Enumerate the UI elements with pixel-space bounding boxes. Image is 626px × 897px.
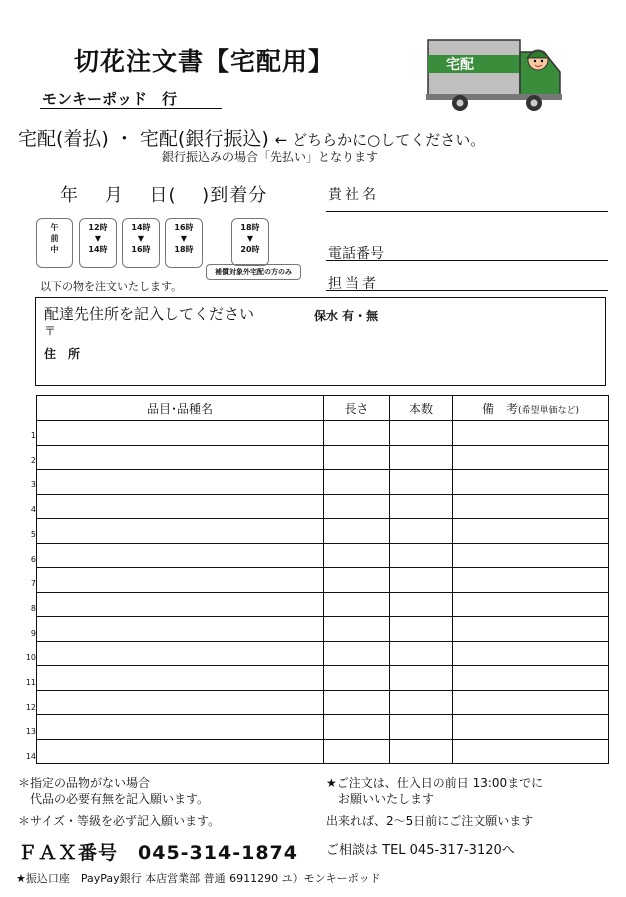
table-row <box>37 470 609 495</box>
bank-transfer-note: 銀行振込みの場合「先払い」となります <box>162 150 379 164</box>
length-cell[interactable] <box>324 715 390 740</box>
footer-deadline-line1: ★ご注文は、仕入日の前日 13:00までに <box>326 776 544 790</box>
quantity-cell[interactable] <box>390 715 453 740</box>
row-number: 13 <box>25 727 36 737</box>
notes-cell[interactable] <box>453 715 609 740</box>
item-cell[interactable] <box>37 445 324 470</box>
slot-line: 午 <box>50 223 59 232</box>
footer-deadline-note <box>326 775 543 807</box>
length-cell[interactable] <box>324 690 390 715</box>
water-retention-option[interactable]: 保水 有・無 <box>314 309 379 323</box>
table-row <box>37 739 609 764</box>
quantity-cell[interactable] <box>390 421 453 446</box>
fax-number: ＦＡＸ番号 045-314-1874 <box>18 842 298 864</box>
person-in-charge-label: 担当者 <box>328 276 379 292</box>
header-item: 品目･品種名 <box>37 396 324 421</box>
table-row <box>37 421 609 446</box>
phone-line[interactable] <box>326 260 608 261</box>
table-row <box>37 519 609 544</box>
quantity-cell[interactable] <box>390 666 453 691</box>
slot-line: 中 <box>50 245 59 254</box>
quantity-cell[interactable] <box>390 690 453 715</box>
item-cell[interactable] <box>37 690 324 715</box>
address-box-title: 配達先住所を記入してください <box>44 305 255 323</box>
address-label: 住 所 <box>44 347 81 361</box>
form-title: 切花注文書【宅配用】 <box>74 47 335 76</box>
order-statement: 以下の物を注文いたします。 <box>40 280 183 293</box>
row-number: 14 <box>25 752 36 762</box>
delivery-method[interactable] <box>18 124 485 151</box>
row-number: 12 <box>25 702 36 712</box>
quantity-cell[interactable] <box>390 739 453 764</box>
slot-line: 14時 <box>131 223 151 232</box>
table-row <box>37 666 609 691</box>
header-length: 長さ <box>324 396 390 421</box>
footer-substitute-line1: ＊指定の品物がない場合 <box>18 776 151 790</box>
row-number: 4 <box>30 505 36 515</box>
footer-size-note: ＊サイズ・等級を必ず記入願います。 <box>18 814 221 828</box>
slot-line: 18時 <box>174 245 194 254</box>
notes-cell[interactable] <box>453 519 609 544</box>
footer-substitute-line2: 代品の必要有無を記入願います。 <box>18 792 210 806</box>
item-cell[interactable] <box>37 470 324 495</box>
delivery-truck-icon <box>426 38 564 114</box>
length-cell[interactable] <box>324 519 390 544</box>
table-row <box>37 445 609 470</box>
slot-line: 20時 <box>240 245 260 254</box>
quantity-cell[interactable] <box>390 543 453 568</box>
item-cell[interactable] <box>37 715 324 740</box>
quantity-cell[interactable] <box>390 568 453 593</box>
slot-line: 16時 <box>131 245 151 254</box>
header-notes-label: 備 考 <box>481 401 518 416</box>
length-cell[interactable] <box>324 470 390 495</box>
order-table <box>36 395 609 764</box>
table-row <box>37 690 609 715</box>
slot-line: ▼ <box>180 234 188 243</box>
header-quantity: 本数 <box>390 396 453 421</box>
row-number: 11 <box>25 678 36 687</box>
addressee-underline <box>40 108 222 109</box>
slot-line: 18時 <box>240 223 260 232</box>
notes-cell[interactable] <box>453 543 609 568</box>
company-name-label: 貴社名 <box>328 187 379 203</box>
arrival-date-line[interactable]: 年 月 日( )到着分 <box>60 185 268 206</box>
table-header-row <box>37 396 609 421</box>
quantity-cell[interactable] <box>390 445 453 470</box>
item-cell[interactable] <box>37 519 324 544</box>
row-number: 8 <box>30 603 36 613</box>
slot-note: 補償対象外宅配の方のみ <box>206 264 301 280</box>
delivery-hint: ← どちらかに○してください。 <box>274 131 486 149</box>
table-row <box>37 617 609 642</box>
length-cell[interactable] <box>324 617 390 642</box>
company-name-line[interactable] <box>326 211 608 212</box>
row-number: 10 <box>25 653 36 663</box>
notes-cell[interactable] <box>453 494 609 519</box>
header-notes-sub: (希望単価など) <box>517 405 580 416</box>
row-number: 9 <box>30 628 36 638</box>
header-notes <box>453 396 609 421</box>
item-cell[interactable] <box>37 421 324 446</box>
notes-cell[interactable] <box>453 592 609 617</box>
quantity-cell[interactable] <box>390 592 453 617</box>
row-number: 2 <box>30 455 36 465</box>
table-row <box>37 543 609 568</box>
length-cell[interactable] <box>324 421 390 446</box>
time-slot-14-16[interactable] <box>122 218 160 268</box>
footer-deadline-line2: お願いいたします <box>326 792 435 806</box>
item-cell[interactable] <box>37 641 324 666</box>
length-cell[interactable] <box>324 641 390 666</box>
item-cell[interactable] <box>37 494 324 519</box>
notes-cell[interactable] <box>453 445 609 470</box>
time-slot-18-20[interactable] <box>231 218 269 266</box>
length-cell[interactable] <box>324 445 390 470</box>
quantity-cell[interactable] <box>390 617 453 642</box>
length-cell[interactable] <box>324 494 390 519</box>
slot-line: ▼ <box>137 234 145 243</box>
notes-cell[interactable] <box>453 421 609 446</box>
notes-cell[interactable] <box>453 666 609 691</box>
length-cell[interactable] <box>324 592 390 617</box>
notes-cell[interactable] <box>453 739 609 764</box>
notes-cell[interactable] <box>453 690 609 715</box>
row-number: 6 <box>30 554 36 564</box>
quantity-cell[interactable] <box>390 470 453 495</box>
slot-line: ▼ <box>94 234 102 243</box>
notes-cell[interactable] <box>453 641 609 666</box>
notes-cell[interactable] <box>453 568 609 593</box>
delivery-options: 宅配(着払) ・ 宅配(銀行振込) <box>18 128 269 150</box>
time-slot-morning[interactable] <box>36 218 73 268</box>
table-row <box>37 641 609 666</box>
consult-phone: ご相談は TEL 045-317-3120へ <box>326 843 515 858</box>
slot-line: 14時 <box>88 245 108 254</box>
item-cell[interactable] <box>37 592 324 617</box>
notes-cell[interactable] <box>453 617 609 642</box>
item-cell[interactable] <box>37 617 324 642</box>
bank-account: ★振込口座 PayPay銀行 本店営業部 普通 6911290 ユ）モンキーポッド <box>16 872 381 885</box>
quantity-cell[interactable] <box>390 494 453 519</box>
item-cell[interactable] <box>37 739 324 764</box>
table-row <box>37 494 609 519</box>
slot-line: 16時 <box>174 223 194 232</box>
notes-cell[interactable] <box>453 470 609 495</box>
row-number: 7 <box>30 579 36 589</box>
time-slot-12-14[interactable] <box>79 218 117 268</box>
quantity-cell[interactable] <box>390 641 453 666</box>
footer-substitute-note <box>18 775 209 807</box>
item-cell[interactable] <box>37 666 324 691</box>
table-row <box>37 592 609 617</box>
item-cell[interactable] <box>37 568 324 593</box>
length-cell[interactable] <box>324 543 390 568</box>
length-cell[interactable] <box>324 568 390 593</box>
quantity-cell[interactable] <box>390 519 453 544</box>
postal-mark: 〒 <box>44 324 57 338</box>
slot-line: ▼ <box>246 234 254 243</box>
footer-advance-note: 出来れば、2～5日前にご注文願います <box>326 814 534 828</box>
person-in-charge-line[interactable] <box>326 290 608 291</box>
slot-line: 前 <box>50 234 59 243</box>
row-number: 5 <box>30 529 36 539</box>
time-slot-16-18[interactable] <box>165 218 203 268</box>
slot-line: 12時 <box>88 223 108 232</box>
row-number: 1 <box>30 431 36 440</box>
truck-label: 宅配 <box>446 57 474 73</box>
item-cell[interactable] <box>37 543 324 568</box>
length-cell[interactable] <box>324 666 390 691</box>
row-number: 3 <box>30 480 36 490</box>
phone-label: 電話番号 <box>328 246 384 262</box>
table-row <box>37 715 609 740</box>
table-row <box>37 568 609 593</box>
addressee: モンキーポッド 行 <box>42 90 178 108</box>
length-cell[interactable] <box>324 739 390 764</box>
